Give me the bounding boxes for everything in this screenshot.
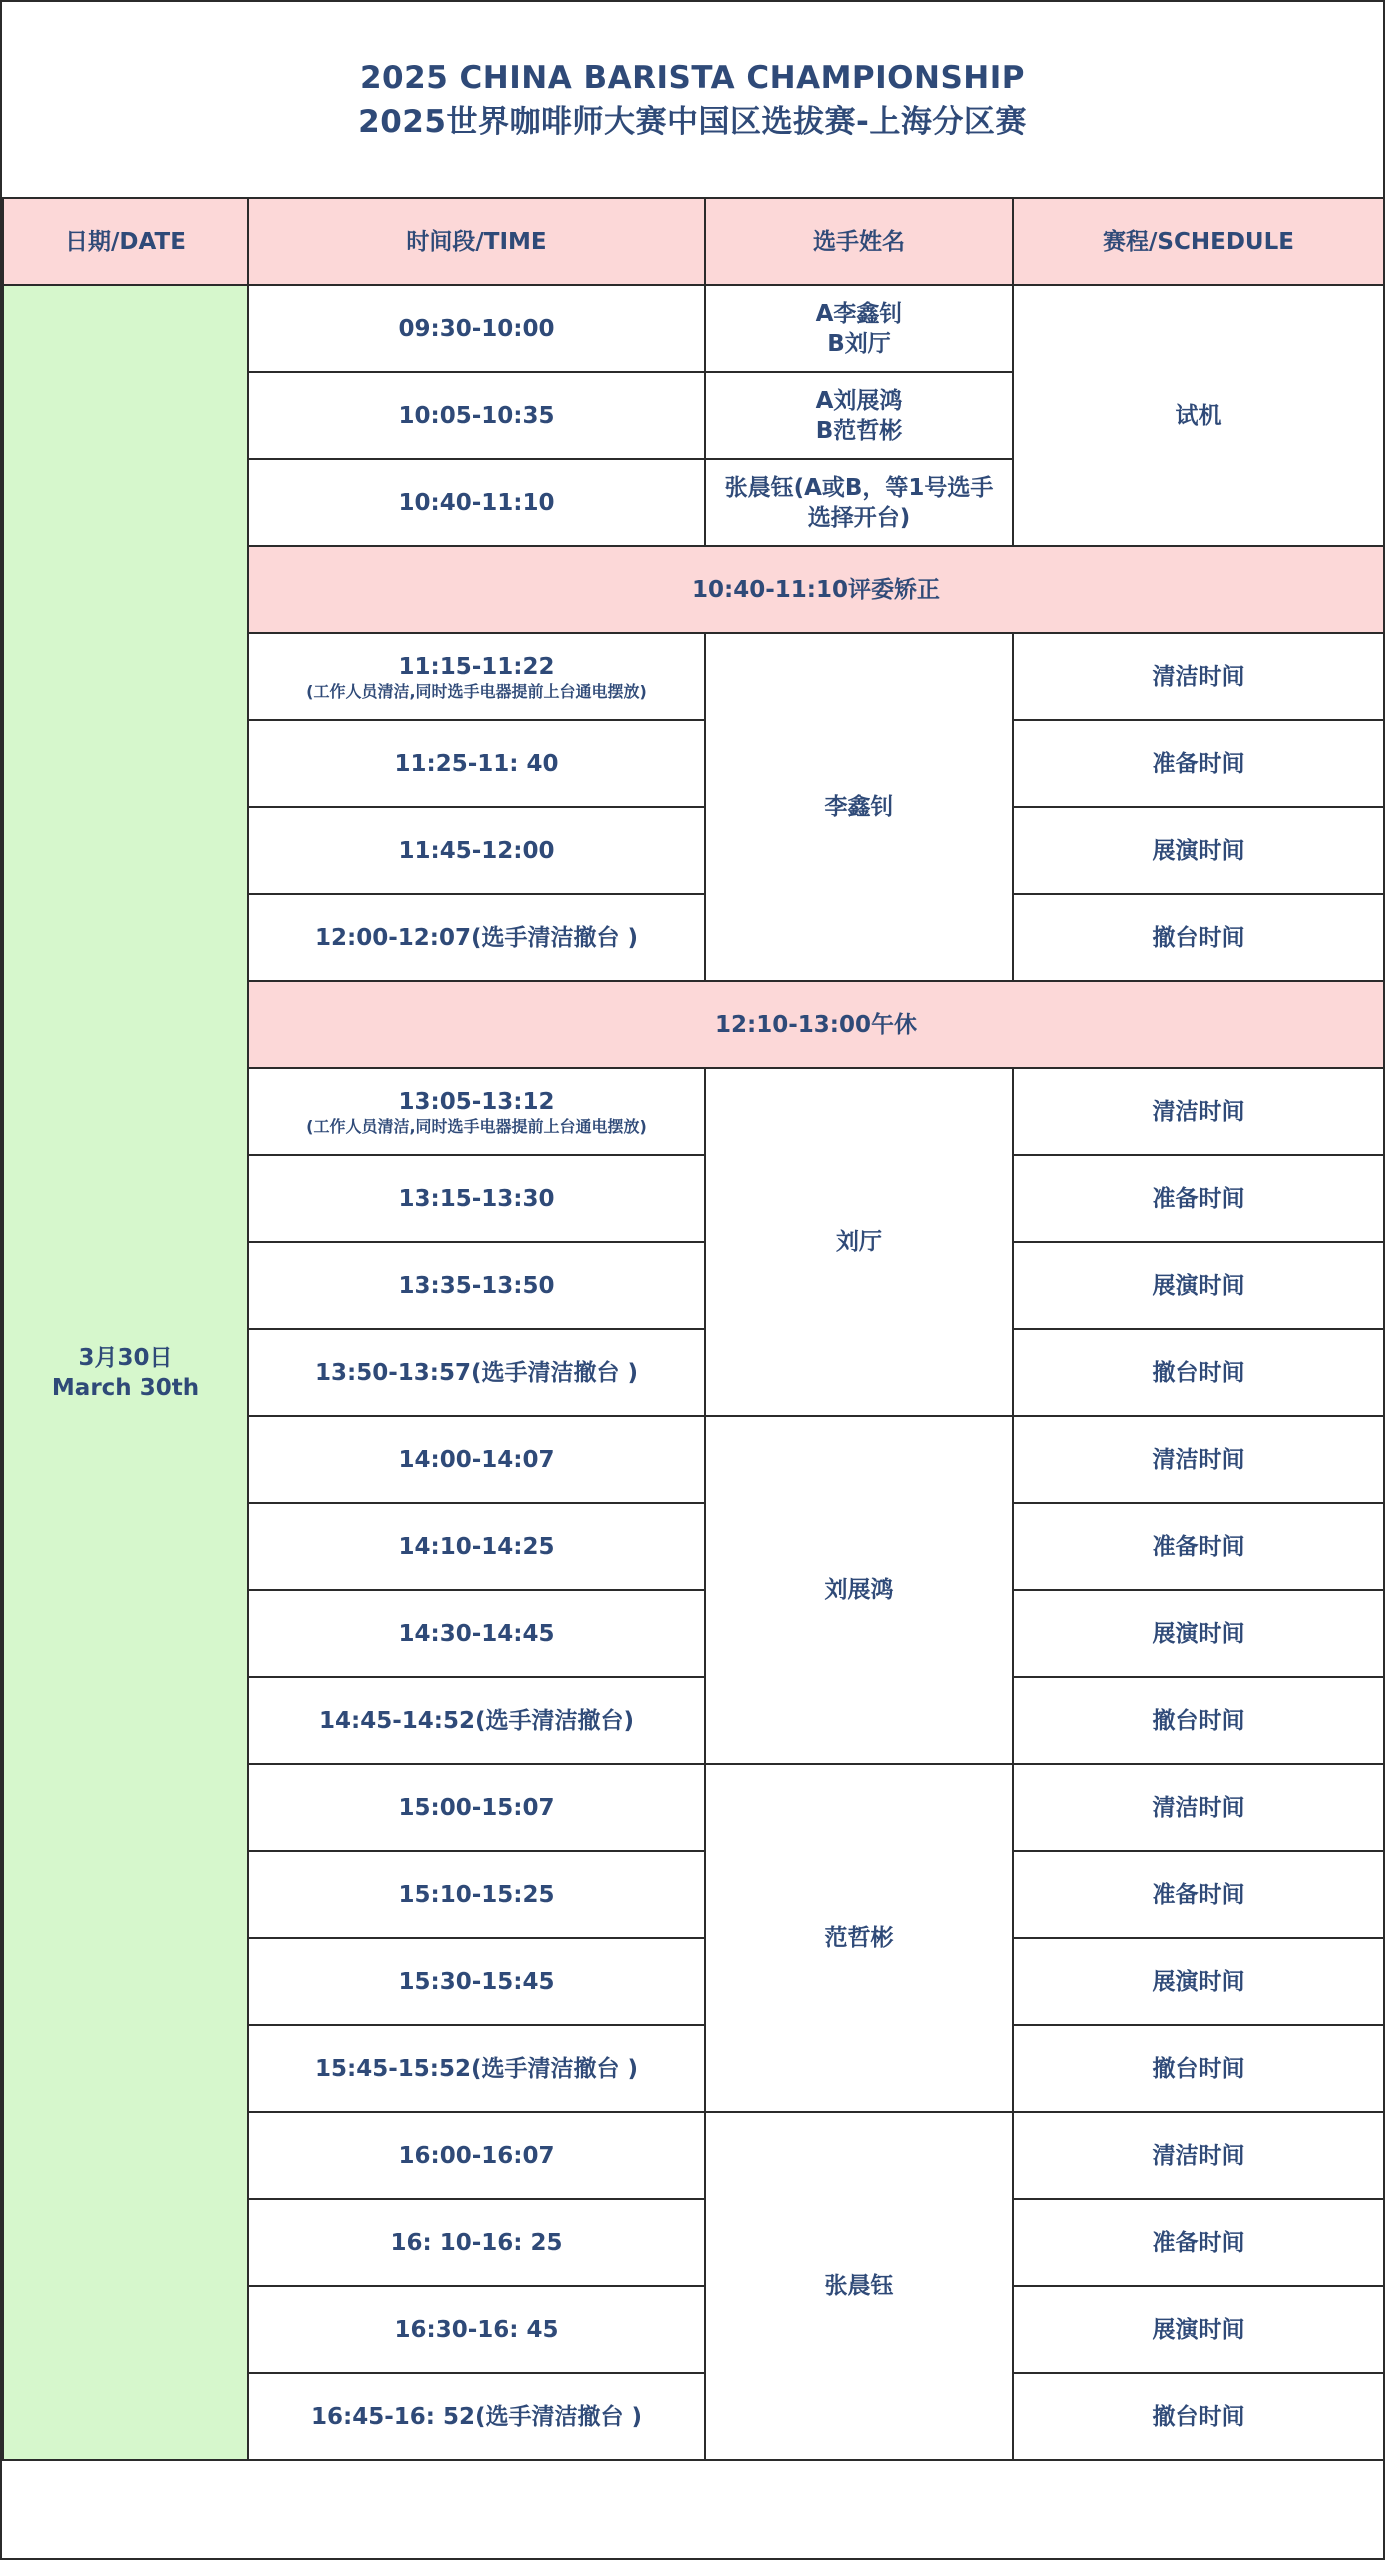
contestant-cell	[705, 285, 1013, 372]
time-cell: 14:00-14:07	[248, 1416, 705, 1503]
contestant-cell	[705, 459, 1013, 546]
schedule-cell: 准备时间	[1013, 1851, 1384, 1938]
time-cell: 13:15-13:30	[248, 1155, 705, 1242]
time-cell: 14:10-14:25	[248, 1503, 705, 1590]
time-cell: 10:05-10:35	[248, 372, 705, 459]
schedule-cell: 展演时间	[1013, 1590, 1384, 1677]
date-english: March 30th	[51, 1374, 200, 1401]
staff-note: (工作人员清洁,同时选手电器提前上台通电摆放)	[306, 1116, 647, 1136]
title-box	[2, 2, 1383, 197]
schedule-cell: 展演时间	[1013, 1938, 1384, 2025]
contestant-cell: 范哲彬	[705, 1764, 1013, 2112]
contestant-line: B范哲彬	[815, 417, 903, 444]
time-cell: 10:40-11:10	[248, 459, 705, 546]
title-english: 2025 CHINA BARISTA CHAMPIONSHIP	[359, 59, 1026, 96]
schedule-cell: 清洁时间	[1013, 633, 1384, 720]
contestant-cell: 刘厅	[705, 1068, 1013, 1416]
schedule-cell: 撤台时间	[1013, 2025, 1384, 2112]
schedule-cell: 清洁时间	[1013, 1416, 1384, 1503]
time-cell	[248, 633, 705, 720]
schedule-cell: 撤台时间	[1013, 1329, 1384, 1416]
time-cell: 12:00-12:07(选手清洁撤台 )	[248, 894, 705, 981]
schedule-cell: 撤台时间	[1013, 1677, 1384, 1764]
time-text: 11:15-11:22	[398, 653, 555, 680]
contestant-cell: 刘展鸿	[705, 1416, 1013, 1764]
schedule-cell: 展演时间	[1013, 1242, 1384, 1329]
contestant-cell: 李鑫钊	[705, 633, 1013, 981]
time-cell: 16:00-16:07	[248, 2112, 705, 2199]
time-cell: 14:45-14:52(选手清洁撤台)	[248, 1677, 705, 1764]
contestant-cell: 张晨钰	[705, 2112, 1013, 2460]
time-cell: 09:30-10:00	[248, 285, 705, 372]
time-cell: 16:30-16: 45	[248, 2286, 705, 2373]
contestant-line: A刘展鸿	[815, 387, 903, 414]
staff-note: (工作人员清洁,同时选手电器提前上台通电摆放)	[306, 681, 647, 701]
time-text: 13:05-13:12	[398, 1088, 555, 1115]
calibration-break: 10:40-11:10评委矫正	[248, 546, 1384, 633]
title-chinese: 2025世界咖啡师大赛中国区选拔赛-上海分区赛	[358, 103, 1027, 140]
schedule-cell: 展演时间	[1013, 2286, 1384, 2373]
schedule-cell: 准备时间	[1013, 720, 1384, 807]
date-cell	[3, 285, 248, 2460]
time-cell: 15:30-15:45	[248, 1938, 705, 2025]
time-cell: 15:00-15:07	[248, 1764, 705, 1851]
time-cell: 16:45-16: 52(选手清洁撤台 )	[248, 2373, 705, 2460]
time-cell: 13:50-13:57(选手清洁撤台 )	[248, 1329, 705, 1416]
time-cell: 13:35-13:50	[248, 1242, 705, 1329]
schedule-cell: 清洁时间	[1013, 1068, 1384, 1155]
schedule-cell: 展演时间	[1013, 807, 1384, 894]
header-time: 时间段/TIME	[248, 198, 705, 285]
contestant-line: B刘厅	[827, 330, 891, 357]
schedule-cell-trial: 试机	[1013, 285, 1384, 546]
header-contestant: 选手姓名	[705, 198, 1013, 285]
time-cell: 15:45-15:52(选手清洁撤台 )	[248, 2025, 705, 2112]
contestant-line: 选择开台)	[807, 504, 911, 531]
header-schedule: 赛程/SCHEDULE	[1013, 198, 1384, 285]
time-cell	[248, 1068, 705, 1155]
contestant-line: 张晨钰(A或B，等1号选手	[724, 474, 994, 501]
schedule-cell: 撤台时间	[1013, 894, 1384, 981]
schedule-cell: 清洁时间	[1013, 2112, 1384, 2199]
table-row	[3, 285, 1384, 372]
time-cell: 14:30-14:45	[248, 1590, 705, 1677]
date-chinese: 3月30日	[78, 1344, 173, 1371]
header-row	[3, 198, 1384, 285]
time-cell: 11:45-12:00	[248, 807, 705, 894]
schedule-cell: 准备时间	[1013, 1503, 1384, 1590]
schedule-cell: 准备时间	[1013, 1155, 1384, 1242]
schedule-table	[2, 197, 1385, 2461]
time-cell: 11:25-11: 40	[248, 720, 705, 807]
contestant-line: A李鑫钊	[815, 300, 903, 327]
contestant-cell	[705, 372, 1013, 459]
time-cell: 16: 10-16: 25	[248, 2199, 705, 2286]
schedule-cell: 清洁时间	[1013, 1764, 1384, 1851]
schedule-cell: 准备时间	[1013, 2199, 1384, 2286]
time-cell: 15:10-15:25	[248, 1851, 705, 1938]
schedule-cell: 撤台时间	[1013, 2373, 1384, 2460]
header-date: 日期/DATE	[3, 198, 248, 285]
lunch-break: 12:10-13:00午休	[248, 981, 1384, 1068]
